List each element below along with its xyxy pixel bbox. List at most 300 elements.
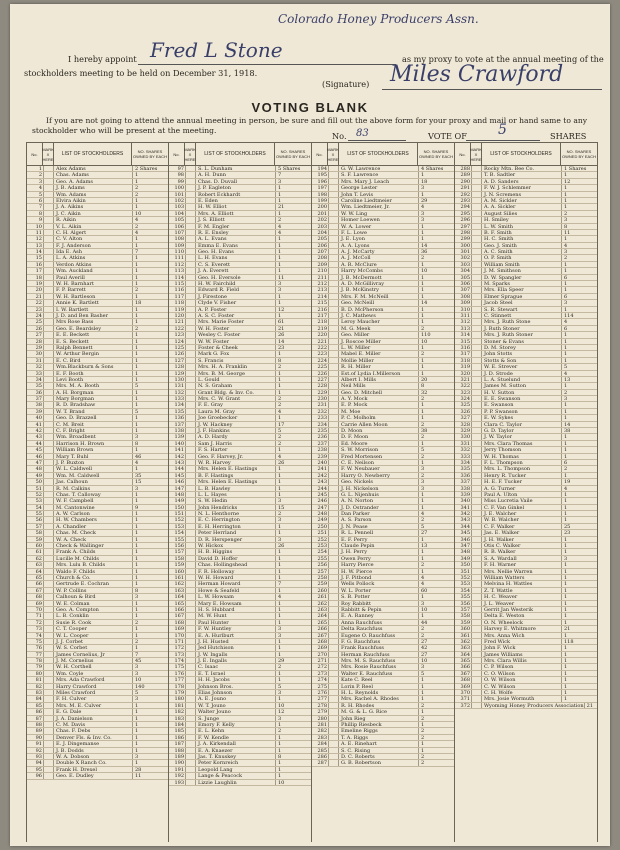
mark-box[interactable] [471, 307, 482, 312]
mark-box[interactable] [328, 268, 339, 273]
mark-box[interactable] [185, 345, 196, 350]
mark-box[interactable] [43, 773, 54, 778]
mark-box[interactable] [328, 511, 339, 516]
mark-box[interactable] [328, 517, 339, 522]
mark-box[interactable] [328, 294, 339, 299]
mark-box[interactable] [185, 486, 196, 491]
mark-box[interactable] [185, 255, 196, 260]
mark-box[interactable] [43, 185, 54, 190]
mark-box[interactable] [471, 402, 482, 407]
mark-box[interactable] [185, 166, 196, 171]
mark-box[interactable] [185, 281, 196, 286]
mark-box[interactable] [328, 709, 339, 714]
mark-box[interactable] [43, 358, 54, 363]
mark-box[interactable] [471, 543, 482, 548]
mark-box[interactable] [43, 390, 54, 395]
mark-box[interactable] [471, 236, 482, 241]
mark-box[interactable] [185, 741, 196, 746]
mark-box[interactable] [471, 217, 482, 222]
mark-box[interactable] [328, 684, 339, 689]
mark-box[interactable] [471, 249, 482, 254]
mark-box[interactable] [328, 466, 339, 471]
mark-box[interactable] [185, 754, 196, 759]
mark-box[interactable] [43, 594, 54, 599]
mark-box[interactable] [43, 204, 54, 209]
mark-box[interactable] [328, 524, 339, 529]
mark-box[interactable] [43, 447, 54, 452]
mark-box[interactable] [328, 185, 339, 190]
mark-box[interactable] [185, 645, 196, 650]
mark-box[interactable] [185, 760, 196, 765]
mark-box[interactable] [185, 498, 196, 503]
mark-box[interactable] [43, 703, 54, 708]
mark-box[interactable] [43, 364, 54, 369]
mark-box[interactable] [185, 677, 196, 682]
mark-box[interactable] [471, 224, 482, 229]
mark-box[interactable] [185, 633, 196, 638]
mark-box[interactable] [185, 581, 196, 586]
mark-box[interactable] [328, 530, 339, 535]
mark-box[interactable] [328, 671, 339, 676]
mark-box[interactable] [43, 709, 54, 714]
mark-box[interactable] [328, 358, 339, 363]
mark-box[interactable] [471, 198, 482, 203]
mark-box[interactable] [43, 434, 54, 439]
mark-box[interactable] [471, 517, 482, 522]
mark-box[interactable] [471, 255, 482, 260]
mark-box[interactable] [43, 179, 54, 184]
mark-box[interactable] [471, 441, 482, 446]
mark-box[interactable] [328, 447, 339, 452]
mark-box[interactable] [43, 524, 54, 529]
mark-box[interactable] [43, 198, 54, 203]
mark-box[interactable] [185, 358, 196, 363]
mark-box[interactable] [185, 185, 196, 190]
mark-box[interactable] [471, 211, 482, 216]
mark-box[interactable] [471, 390, 482, 395]
mark-box[interactable] [43, 735, 54, 740]
mark-box[interactable] [185, 479, 196, 484]
mark-box[interactable] [43, 517, 54, 522]
mark-box[interactable] [43, 556, 54, 561]
mark-box[interactable] [185, 339, 196, 344]
mark-box[interactable] [43, 339, 54, 344]
mark-box[interactable] [43, 633, 54, 638]
mark-box[interactable] [43, 192, 54, 197]
mark-box[interactable] [185, 530, 196, 535]
mark-box[interactable] [328, 364, 339, 369]
mark-box[interactable] [185, 664, 196, 669]
mark-box[interactable] [471, 505, 482, 510]
mark-box[interactable] [328, 287, 339, 292]
mark-box[interactable] [43, 300, 54, 305]
mark-box[interactable] [328, 326, 339, 331]
mark-box[interactable] [185, 556, 196, 561]
mark-box[interactable] [185, 230, 196, 235]
mark-box[interactable] [471, 319, 482, 324]
mark-box[interactable] [328, 581, 339, 586]
mark-box[interactable] [43, 671, 54, 676]
mark-box[interactable] [43, 326, 54, 331]
mark-box[interactable] [43, 371, 54, 376]
mark-box[interactable] [185, 613, 196, 618]
mark-box[interactable] [185, 511, 196, 516]
mark-box[interactable] [43, 722, 54, 727]
mark-box[interactable] [185, 524, 196, 529]
mark-box[interactable] [185, 319, 196, 324]
mark-box[interactable] [43, 236, 54, 241]
mark-box[interactable] [185, 268, 196, 273]
mark-box[interactable] [471, 479, 482, 484]
mark-box[interactable] [471, 371, 482, 376]
mark-box[interactable] [43, 351, 54, 356]
mark-box[interactable] [471, 613, 482, 618]
mark-box[interactable] [471, 639, 482, 644]
mark-box[interactable] [328, 486, 339, 491]
mark-box[interactable] [328, 498, 339, 503]
mark-box[interactable] [328, 332, 339, 337]
mark-box[interactable] [185, 217, 196, 222]
mark-box[interactable] [185, 466, 196, 471]
mark-box[interactable] [43, 620, 54, 625]
mark-box[interactable] [328, 760, 339, 765]
mark-box[interactable] [185, 294, 196, 299]
mark-box[interactable] [328, 262, 339, 267]
mark-box[interactable] [43, 460, 54, 465]
mark-box[interactable] [43, 530, 54, 535]
mark-box[interactable] [43, 492, 54, 497]
mark-box[interactable] [471, 562, 482, 567]
mark-box[interactable] [185, 249, 196, 254]
mark-box[interactable] [328, 281, 339, 286]
mark-box[interactable] [328, 620, 339, 625]
mark-box[interactable] [185, 703, 196, 708]
mark-box[interactable] [43, 211, 54, 216]
mark-box[interactable] [471, 524, 482, 529]
mark-box[interactable] [185, 549, 196, 554]
mark-box[interactable] [185, 543, 196, 548]
mark-box[interactable] [328, 748, 339, 753]
mark-box[interactable] [328, 402, 339, 407]
mark-box[interactable] [185, 415, 196, 420]
mark-box[interactable] [43, 486, 54, 491]
mark-box[interactable] [185, 179, 196, 184]
mark-box[interactable] [471, 466, 482, 471]
mark-box[interactable] [471, 633, 482, 638]
mark-box[interactable] [185, 696, 196, 701]
mark-box[interactable] [185, 300, 196, 305]
mark-box[interactable] [328, 345, 339, 350]
mark-box[interactable] [185, 601, 196, 606]
mark-box[interactable] [471, 658, 482, 663]
mark-box[interactable] [185, 460, 196, 465]
mark-box[interactable] [185, 326, 196, 331]
mark-box[interactable] [471, 313, 482, 318]
mark-box[interactable] [471, 454, 482, 459]
mark-box[interactable] [185, 505, 196, 510]
mark-box[interactable] [43, 275, 54, 280]
mark-box[interactable] [328, 594, 339, 599]
mark-box[interactable] [471, 428, 482, 433]
mark-box[interactable] [328, 645, 339, 650]
mark-box[interactable] [471, 703, 482, 708]
mark-box[interactable] [185, 236, 196, 241]
mark-box[interactable] [43, 473, 54, 478]
mark-box[interactable] [328, 204, 339, 209]
mark-box[interactable] [471, 345, 482, 350]
mark-box[interactable] [328, 224, 339, 229]
mark-box[interactable] [43, 224, 54, 229]
mark-box[interactable] [43, 230, 54, 235]
mark-box[interactable] [43, 581, 54, 586]
mark-box[interactable] [471, 664, 482, 669]
mark-box[interactable] [471, 377, 482, 382]
mark-box[interactable] [471, 262, 482, 267]
mark-box[interactable] [185, 371, 196, 376]
mark-box[interactable] [43, 639, 54, 644]
mark-box[interactable] [328, 319, 339, 324]
mark-box[interactable] [328, 716, 339, 721]
mark-box[interactable] [471, 677, 482, 682]
mark-box[interactable] [185, 716, 196, 721]
mark-box[interactable] [471, 434, 482, 439]
mark-box[interactable] [185, 172, 196, 177]
mark-box[interactable] [185, 607, 196, 612]
mark-box[interactable] [185, 620, 196, 625]
mark-box[interactable] [471, 537, 482, 542]
mark-box[interactable] [43, 677, 54, 682]
mark-box[interactable] [185, 492, 196, 497]
mark-box[interactable] [185, 569, 196, 574]
mark-box[interactable] [43, 281, 54, 286]
mark-box[interactable] [43, 415, 54, 420]
mark-box[interactable] [185, 434, 196, 439]
mark-box[interactable] [185, 364, 196, 369]
mark-box[interactable] [43, 307, 54, 312]
mark-box[interactable] [185, 728, 196, 733]
mark-box[interactable] [328, 556, 339, 561]
mark-box[interactable] [43, 172, 54, 177]
mark-box[interactable] [43, 217, 54, 222]
mark-box[interactable] [471, 492, 482, 497]
mark-box[interactable] [471, 620, 482, 625]
mark-box[interactable] [185, 396, 196, 401]
mark-box[interactable] [328, 313, 339, 318]
mark-box[interactable] [43, 166, 54, 171]
mark-box[interactable] [185, 402, 196, 407]
mark-box[interactable] [185, 639, 196, 644]
mark-box[interactable] [328, 639, 339, 644]
mark-box[interactable] [43, 601, 54, 606]
mark-box[interactable] [471, 287, 482, 292]
mark-box[interactable] [328, 696, 339, 701]
mark-box[interactable] [328, 601, 339, 606]
mark-box[interactable] [185, 428, 196, 433]
mark-box[interactable] [471, 549, 482, 554]
mark-box[interactable] [471, 179, 482, 184]
mark-box[interactable] [43, 454, 54, 459]
mark-box[interactable] [185, 422, 196, 427]
mark-box[interactable] [471, 486, 482, 491]
mark-box[interactable] [471, 652, 482, 657]
mark-box[interactable] [471, 690, 482, 695]
mark-box[interactable] [328, 300, 339, 305]
mark-box[interactable] [471, 351, 482, 356]
mark-box[interactable] [185, 211, 196, 216]
mark-box[interactable] [471, 332, 482, 337]
mark-box[interactable] [471, 696, 482, 701]
mark-box[interactable] [43, 748, 54, 753]
mark-box[interactable] [185, 383, 196, 388]
mark-box[interactable] [185, 626, 196, 631]
mark-box[interactable] [43, 607, 54, 612]
mark-box[interactable] [185, 307, 196, 312]
mark-box[interactable] [471, 607, 482, 612]
mark-box[interactable] [185, 658, 196, 663]
mark-box[interactable] [328, 409, 339, 414]
mark-box[interactable] [328, 735, 339, 740]
mark-box[interactable] [43, 249, 54, 254]
mark-box[interactable] [43, 549, 54, 554]
mark-box[interactable] [185, 275, 196, 280]
mark-box[interactable] [185, 287, 196, 292]
mark-box[interactable] [471, 192, 482, 197]
mark-box[interactable] [328, 428, 339, 433]
mark-box[interactable] [43, 243, 54, 248]
mark-box[interactable] [185, 671, 196, 676]
mark-box[interactable] [185, 192, 196, 197]
mark-box[interactable] [185, 262, 196, 267]
mark-box[interactable] [185, 537, 196, 542]
mark-box[interactable] [43, 479, 54, 484]
mark-box[interactable] [185, 562, 196, 567]
mark-box[interactable] [185, 684, 196, 689]
mark-box[interactable] [471, 300, 482, 305]
mark-box[interactable] [328, 396, 339, 401]
mark-box[interactable] [471, 626, 482, 631]
mark-box[interactable] [43, 690, 54, 695]
mark-box[interactable] [471, 498, 482, 503]
mark-box[interactable] [328, 754, 339, 759]
mark-box[interactable] [328, 607, 339, 612]
mark-box[interactable] [471, 326, 482, 331]
mark-box[interactable] [185, 447, 196, 452]
mark-box[interactable] [43, 652, 54, 657]
mark-box[interactable] [43, 466, 54, 471]
mark-box[interactable] [43, 760, 54, 765]
mark-box[interactable] [328, 626, 339, 631]
mark-box[interactable] [471, 230, 482, 235]
mark-box[interactable] [185, 351, 196, 356]
mark-box[interactable] [328, 307, 339, 312]
mark-box[interactable] [185, 224, 196, 229]
mark-box[interactable] [471, 556, 482, 561]
mark-box[interactable] [43, 409, 54, 414]
mark-box[interactable] [328, 166, 339, 171]
mark-box[interactable] [185, 243, 196, 248]
mark-box[interactable] [328, 179, 339, 184]
mark-box[interactable] [328, 652, 339, 657]
mark-box[interactable] [471, 594, 482, 599]
mark-box[interactable] [328, 492, 339, 497]
mark-box[interactable] [185, 313, 196, 318]
mark-box[interactable] [43, 422, 54, 427]
mark-box[interactable] [43, 569, 54, 574]
mark-box[interactable] [43, 716, 54, 721]
mark-box[interactable] [185, 767, 196, 772]
mark-box[interactable] [328, 383, 339, 388]
mark-box[interactable] [185, 652, 196, 657]
mark-box[interactable] [471, 364, 482, 369]
mark-box[interactable] [328, 741, 339, 746]
mark-box[interactable] [471, 447, 482, 452]
mark-box[interactable] [471, 575, 482, 580]
mark-box[interactable] [185, 454, 196, 459]
mark-box[interactable] [43, 626, 54, 631]
mark-box[interactable] [43, 262, 54, 267]
mark-box[interactable] [185, 748, 196, 753]
mark-box[interactable] [185, 409, 196, 414]
mark-box[interactable] [43, 684, 54, 689]
mark-box[interactable] [43, 332, 54, 337]
mark-box[interactable] [328, 415, 339, 420]
mark-box[interactable] [43, 287, 54, 292]
mark-box[interactable] [328, 243, 339, 248]
mark-box[interactable] [185, 588, 196, 593]
mark-box[interactable] [328, 192, 339, 197]
mark-box[interactable] [471, 166, 482, 171]
mark-box[interactable] [43, 575, 54, 580]
mark-box[interactable] [328, 690, 339, 695]
mark-box[interactable] [471, 409, 482, 414]
mark-box[interactable] [43, 537, 54, 542]
mark-box[interactable] [328, 575, 339, 580]
mark-box[interactable] [185, 198, 196, 203]
mark-box[interactable] [43, 268, 54, 273]
mark-box[interactable] [328, 505, 339, 510]
mark-box[interactable] [471, 185, 482, 190]
mark-box[interactable] [43, 319, 54, 324]
mark-box[interactable] [43, 294, 54, 299]
mark-box[interactable] [471, 275, 482, 280]
mark-box[interactable] [471, 294, 482, 299]
mark-box[interactable] [185, 690, 196, 695]
mark-box[interactable] [471, 581, 482, 586]
mark-box[interactable] [328, 211, 339, 216]
mark-box[interactable] [328, 633, 339, 638]
mark-box[interactable] [43, 313, 54, 318]
mark-box[interactable] [185, 575, 196, 580]
mark-box[interactable] [185, 780, 196, 785]
mark-box[interactable] [43, 696, 54, 701]
mark-box[interactable] [43, 345, 54, 350]
mark-box[interactable] [43, 613, 54, 618]
mark-box[interactable] [471, 358, 482, 363]
mark-box[interactable] [43, 664, 54, 669]
mark-box[interactable] [328, 230, 339, 235]
mark-box[interactable] [328, 543, 339, 548]
mark-box[interactable] [43, 658, 54, 663]
mark-box[interactable] [471, 396, 482, 401]
mark-box[interactable] [328, 722, 339, 727]
mark-box[interactable] [185, 773, 196, 778]
mark-box[interactable] [328, 371, 339, 376]
mark-box[interactable] [328, 255, 339, 260]
mark-box[interactable] [328, 677, 339, 682]
mark-box[interactable] [471, 530, 482, 535]
mark-box[interactable] [43, 754, 54, 759]
mark-box[interactable] [43, 767, 54, 772]
